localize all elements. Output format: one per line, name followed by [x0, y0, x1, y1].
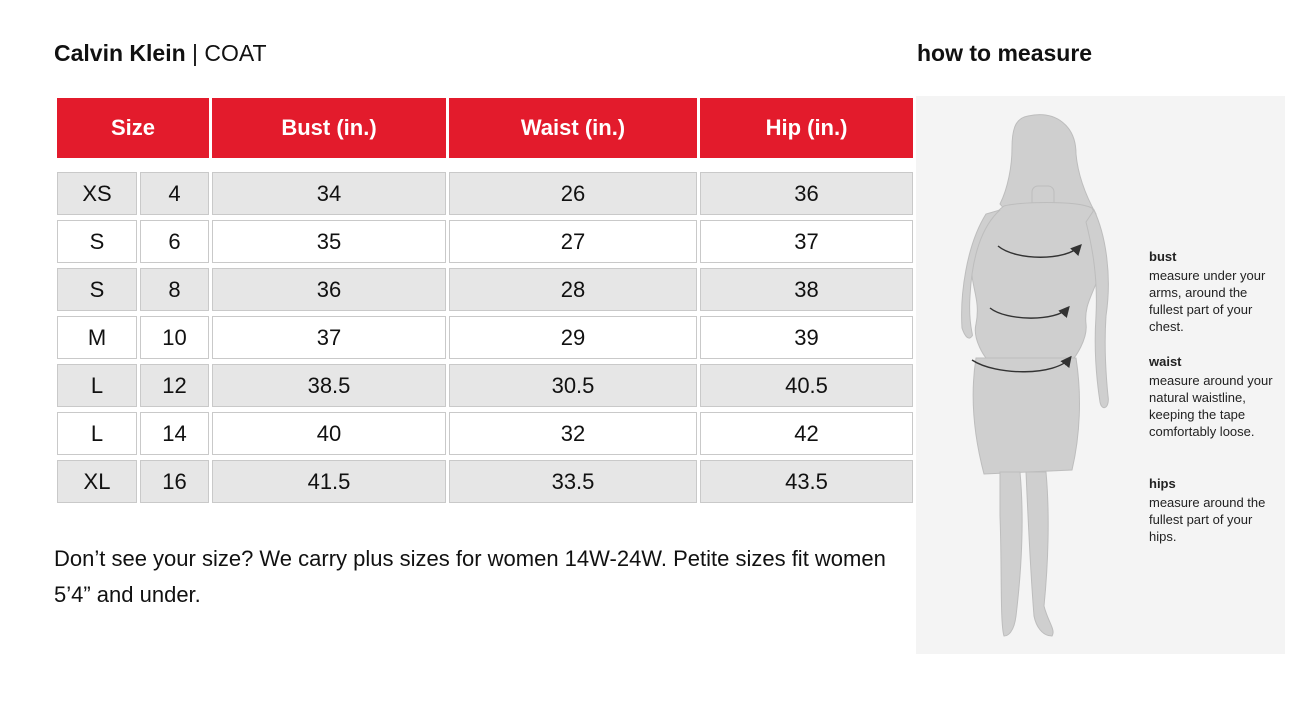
bust-cell: 40	[212, 412, 446, 455]
measure-guide-panel	[916, 96, 1285, 654]
page-title	[54, 40, 267, 67]
hip-cell: 42	[700, 412, 913, 455]
bust-cell: 36	[212, 268, 446, 311]
title-separator: |	[185, 40, 205, 66]
column-header-hip: Hip (in.)	[700, 98, 913, 158]
bust-instructions	[1149, 248, 1279, 335]
size-number-cell: 10	[140, 316, 209, 359]
bust-description: measure under your arms, around the fullest part of your chest.	[1149, 268, 1266, 334]
hips-label: hips	[1149, 476, 1176, 491]
hips-description: measure around the fullest part of your hips.	[1149, 495, 1266, 544]
waist-cell: 26	[449, 172, 697, 215]
size-number-cell: 4	[140, 172, 209, 215]
how-to-measure-title: how to measure	[917, 40, 1093, 66]
size-letter-cell: XL	[57, 460, 137, 503]
bust-cell: 34	[212, 172, 446, 215]
size-letter-cell: M	[57, 316, 137, 359]
size-number-cell: 6	[140, 220, 209, 263]
size-letter-cell: S	[57, 268, 137, 311]
hip-cell: 38	[700, 268, 913, 311]
size-number-cell: 12	[140, 364, 209, 407]
waist-cell: 32	[449, 412, 697, 455]
size-letter-cell: L	[57, 364, 137, 407]
size-number-cell: 8	[140, 268, 209, 311]
bust-cell: 38.5	[212, 364, 446, 407]
column-header-size: Size	[57, 98, 209, 158]
bust-label: bust	[1149, 249, 1177, 264]
hip-cell: 39	[700, 316, 913, 359]
size-number-cell: 16	[140, 460, 209, 503]
bust-cell: 35	[212, 220, 446, 263]
hip-cell: 43.5	[700, 460, 913, 503]
column-header-bust: Bust (in.)	[212, 98, 446, 158]
waist-label: waist	[1149, 354, 1182, 369]
plus-size-note: Don’t see your size? We carry plus sizes for women 14W-24W. Petite sizes fit women 5’4” and under.	[54, 546, 886, 607]
hip-cell: 36	[700, 172, 913, 215]
hip-cell: 40.5	[700, 364, 913, 407]
hip-cell: 37	[700, 220, 913, 263]
bust-cell: 37	[212, 316, 446, 359]
brand-name: Calvin Klein	[54, 40, 186, 66]
waist-instructions	[1149, 353, 1279, 440]
hips-instructions	[1149, 475, 1279, 545]
waist-cell: 30.5	[449, 364, 697, 407]
waist-cell: 27	[449, 220, 697, 263]
waist-description: measure around your natural waistline, keeping the tape comfortably loose.	[1149, 373, 1273, 439]
size-number-cell: 14	[140, 412, 209, 455]
product-type: COAT	[204, 40, 267, 66]
size-letter-cell: XS	[57, 172, 137, 215]
size-letter-cell: S	[57, 220, 137, 263]
waist-cell: 33.5	[449, 460, 697, 503]
waist-cell: 29	[449, 316, 697, 359]
size-letter-cell: L	[57, 412, 137, 455]
bust-cell: 41.5	[212, 460, 446, 503]
column-header-waist: Waist (in.)	[449, 98, 697, 158]
waist-cell: 28	[449, 268, 697, 311]
